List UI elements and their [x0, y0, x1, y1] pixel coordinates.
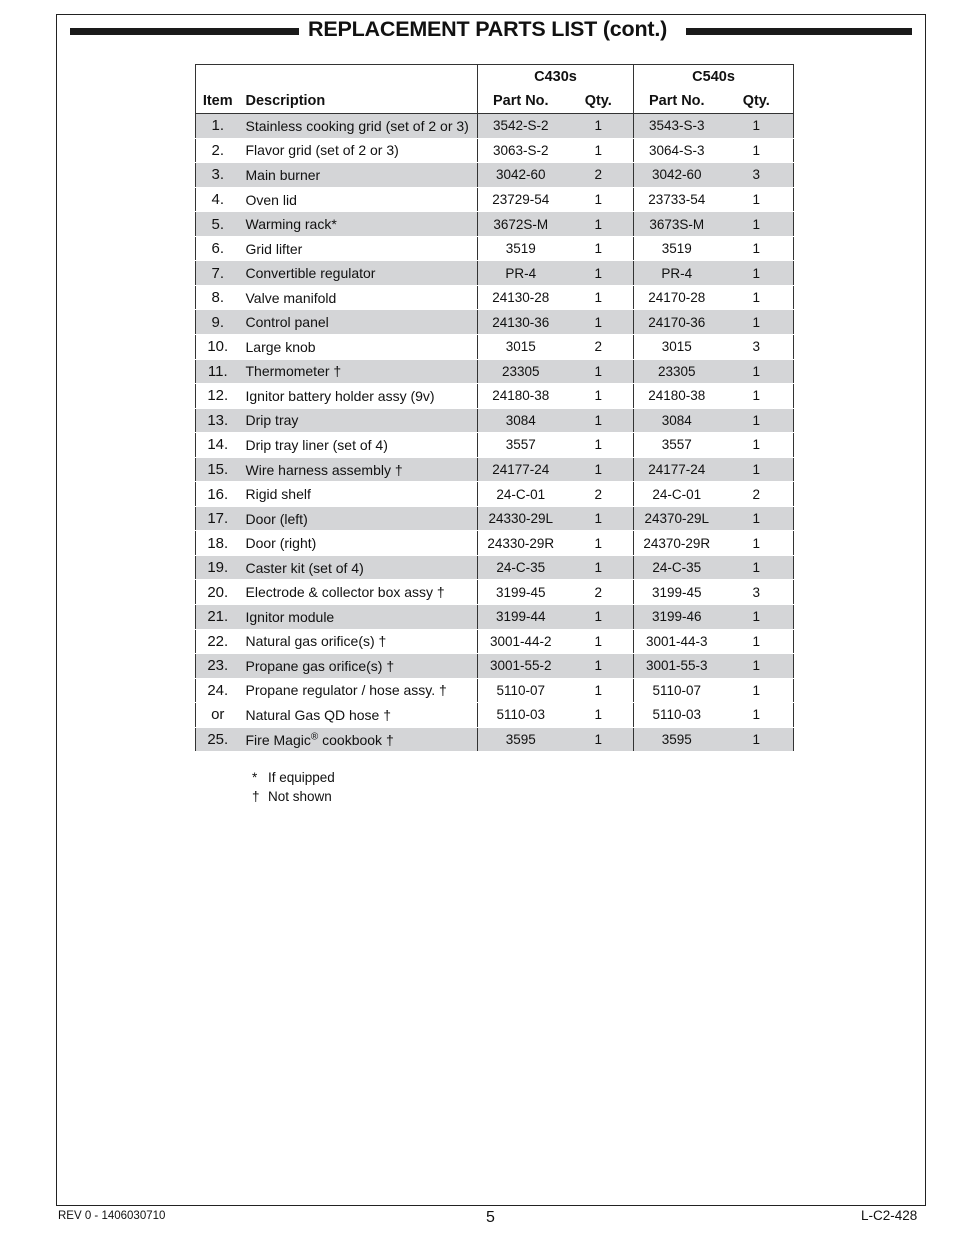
part-no-c430s: 3672S-M — [478, 212, 564, 237]
item-description: Electrode & collector box assy † — [240, 580, 478, 605]
qty-c540s: 1 — [720, 236, 794, 261]
qty-c540s: 1 — [720, 114, 794, 139]
part-no-c540s: 3673S-M — [634, 212, 720, 237]
item-number: 16. — [196, 482, 240, 507]
qty-c430s: 1 — [564, 138, 634, 163]
part-no-c540s: 5110-07 — [634, 678, 720, 703]
item-number: 2. — [196, 138, 240, 163]
qty-c540s: 3 — [720, 335, 794, 360]
item-number: 13. — [196, 408, 240, 433]
item-description: Natural gas orifice(s) † — [240, 629, 478, 654]
table-row — [196, 506, 794, 531]
part-no-c430s: PR-4 — [478, 261, 564, 286]
qty-c540s: 1 — [720, 310, 794, 335]
col-header-qty-c540s: Qty. — [720, 89, 794, 114]
table-row — [196, 212, 794, 237]
qty-c540s: 1 — [720, 212, 794, 237]
part-no-c540s: PR-4 — [634, 261, 720, 286]
qty-c540s: 1 — [720, 531, 794, 556]
item-description: Ignitor battery holder assy (9v) — [240, 384, 478, 409]
item-number: 20. — [196, 580, 240, 605]
item-number: 1. — [196, 114, 240, 139]
part-no-c430s: 3001-55-2 — [478, 654, 564, 679]
part-no-c430s: 24130-28 — [478, 285, 564, 310]
qty-c540s: 1 — [720, 629, 794, 654]
item-number: 7. — [196, 261, 240, 286]
group-header-c540s: C540s — [634, 65, 794, 90]
col-header-part-no-c430s: Part No. — [478, 89, 564, 114]
part-no-c430s: 3084 — [478, 408, 564, 433]
qty-c430s: 1 — [564, 114, 634, 139]
part-no-c540s: 24170-28 — [634, 285, 720, 310]
part-no-c430s: 5110-07 — [478, 678, 564, 703]
part-no-c540s: 3543-S-3 — [634, 114, 720, 139]
qty-c430s: 2 — [564, 482, 634, 507]
document-code: L-C2-428 — [861, 1208, 918, 1223]
footnote-symbol: * — [252, 770, 258, 785]
part-no-c540s: 3519 — [634, 236, 720, 261]
table-row — [196, 187, 794, 212]
part-no-c430s: 3042-60 — [478, 163, 564, 188]
footnote-text: Not shown — [268, 789, 332, 804]
revision-code: REV 0 - 1406030710 — [58, 1210, 166, 1222]
qty-c540s: 1 — [720, 408, 794, 433]
qty-c430s: 1 — [564, 433, 634, 458]
page-title: REPLACEMENT PARTS LIST (cont.) — [308, 17, 668, 41]
part-no-c430s: 3199-44 — [478, 605, 564, 630]
part-no-c430s: 23729-54 — [478, 187, 564, 212]
item-description: Caster kit (set of 4) — [240, 555, 478, 580]
part-no-c430s: 3199-45 — [478, 580, 564, 605]
item-number: 3. — [196, 163, 240, 188]
page-number: 5 — [486, 1209, 495, 1226]
qty-c430s: 2 — [564, 163, 634, 188]
part-no-c430s: 3557 — [478, 433, 564, 458]
item-description: Natural Gas QD hose † — [240, 703, 478, 728]
item-description: Control panel — [240, 310, 478, 335]
item-description: Propane regulator / hose assy. † — [240, 678, 478, 703]
qty-c430s: 1 — [564, 727, 634, 752]
item-number: 5. — [196, 212, 240, 237]
part-no-c430s: 24177-24 — [478, 457, 564, 482]
part-no-c430s: 24330-29L — [478, 506, 564, 531]
qty-c430s: 1 — [564, 212, 634, 237]
part-no-c430s: 24-C-35 — [478, 555, 564, 580]
col-header-qty-c430s: Qty. — [564, 89, 634, 114]
qty-c430s: 1 — [564, 629, 634, 654]
item-number: 25. — [196, 727, 240, 752]
table-row — [196, 384, 794, 409]
part-no-c540s: 3001-55-3 — [634, 654, 720, 679]
part-no-c540s: 3199-45 — [634, 580, 720, 605]
footnotes — [252, 768, 335, 806]
qty-c430s: 1 — [564, 261, 634, 286]
col-header-part-no-c540s: Part No. — [634, 89, 720, 114]
item-description: Thermometer † — [240, 359, 478, 384]
qty-c430s: 1 — [564, 555, 634, 580]
table-row — [196, 580, 794, 605]
item-description: Stainless cooking grid (set of 2 or 3) — [240, 114, 478, 139]
item-number: 18. — [196, 531, 240, 556]
table-row — [196, 285, 794, 310]
table-row — [196, 727, 794, 752]
footnote-text: If equipped — [268, 770, 335, 785]
qty-c430s: 1 — [564, 187, 634, 212]
item-number: 10. — [196, 335, 240, 360]
title-rule-right — [686, 28, 912, 35]
part-no-c540s: 3199-46 — [634, 605, 720, 630]
footnote-not-shown — [252, 787, 335, 806]
item-number: 9. — [196, 310, 240, 335]
item-number: 14. — [196, 433, 240, 458]
part-no-c430s: 24330-29R — [478, 531, 564, 556]
table-row — [196, 163, 794, 188]
item-number: 24. — [196, 678, 240, 703]
qty-c430s: 1 — [564, 506, 634, 531]
item-number: or — [196, 703, 240, 728]
part-no-c430s: 23305 — [478, 359, 564, 384]
item-description: Wire harness assembly † — [240, 457, 478, 482]
col-header-item: Item — [196, 89, 240, 114]
qty-c540s: 1 — [720, 138, 794, 163]
item-description: Drip tray — [240, 408, 478, 433]
part-no-c430s: 24180-38 — [478, 384, 564, 409]
part-no-c540s: 3595 — [634, 727, 720, 752]
part-no-c540s: 5110-03 — [634, 703, 720, 728]
item-description: Warming rack* — [240, 212, 478, 237]
qty-c430s: 1 — [564, 359, 634, 384]
item-number: 8. — [196, 285, 240, 310]
group-header-row — [196, 65, 794, 90]
part-no-c540s: 3557 — [634, 433, 720, 458]
item-description: Rigid shelf — [240, 482, 478, 507]
part-no-c430s: 3001-44-2 — [478, 629, 564, 654]
item-number: 6. — [196, 236, 240, 261]
item-description: Convertible regulator — [240, 261, 478, 286]
item-description: Fire Magic® cookbook † — [240, 727, 478, 752]
item-number: 19. — [196, 555, 240, 580]
part-no-c430s: 24130-36 — [478, 310, 564, 335]
item-number: 11. — [196, 359, 240, 384]
column-header-row — [196, 89, 794, 114]
qty-c430s: 1 — [564, 457, 634, 482]
table-row — [196, 482, 794, 507]
item-description: Propane gas orifice(s) † — [240, 654, 478, 679]
part-no-c540s: 23305 — [634, 359, 720, 384]
qty-c430s: 1 — [564, 531, 634, 556]
qty-c540s: 1 — [720, 678, 794, 703]
qty-c540s: 1 — [720, 457, 794, 482]
item-number: 12. — [196, 384, 240, 409]
part-no-c540s: 24370-29L — [634, 506, 720, 531]
item-description: Flavor grid (set of 2 or 3) — [240, 138, 478, 163]
item-description: Door (right) — [240, 531, 478, 556]
part-no-c540s: 3015 — [634, 335, 720, 360]
item-number: 15. — [196, 457, 240, 482]
item-number: 23. — [196, 654, 240, 679]
part-no-c430s: 3595 — [478, 727, 564, 752]
table-row — [196, 335, 794, 360]
qty-c430s: 1 — [564, 678, 634, 703]
qty-c540s: 1 — [720, 384, 794, 409]
qty-c430s: 2 — [564, 335, 634, 360]
item-number: 22. — [196, 629, 240, 654]
qty-c430s: 1 — [564, 384, 634, 409]
item-description: Ignitor module — [240, 605, 478, 630]
table-row — [196, 310, 794, 335]
part-no-c540s: 24170-36 — [634, 310, 720, 335]
qty-c540s: 1 — [720, 654, 794, 679]
title-rule-left — [70, 28, 299, 35]
table-row — [196, 114, 794, 139]
part-no-c430s: 24-C-01 — [478, 482, 564, 507]
qty-c430s: 1 — [564, 654, 634, 679]
table-row — [196, 605, 794, 630]
item-number: 17. — [196, 506, 240, 531]
qty-c540s: 3 — [720, 163, 794, 188]
part-no-c540s: 24180-38 — [634, 384, 720, 409]
table-row — [196, 654, 794, 679]
table-row — [196, 236, 794, 261]
part-no-c430s: 5110-03 — [478, 703, 564, 728]
table-row — [196, 531, 794, 556]
table-row — [196, 629, 794, 654]
footnote-if-equipped — [252, 768, 335, 787]
part-no-c430s: 3542-S-2 — [478, 114, 564, 139]
qty-c430s: 1 — [564, 310, 634, 335]
qty-c430s: 1 — [564, 236, 634, 261]
table-row — [196, 678, 794, 703]
qty-c540s: 3 — [720, 580, 794, 605]
part-no-c540s: 24370-29R — [634, 531, 720, 556]
table-row — [196, 457, 794, 482]
item-description: Oven lid — [240, 187, 478, 212]
item-number: 4. — [196, 187, 240, 212]
table-row — [196, 138, 794, 163]
qty-c540s: 1 — [720, 555, 794, 580]
part-no-c540s: 3084 — [634, 408, 720, 433]
table-row — [196, 359, 794, 384]
parts-table — [195, 64, 794, 752]
item-description: Valve manifold — [240, 285, 478, 310]
item-description: Door (left) — [240, 506, 478, 531]
title-bar — [70, 16, 912, 46]
qty-c540s: 1 — [720, 359, 794, 384]
part-no-c540s: 3064-S-3 — [634, 138, 720, 163]
part-no-c540s: 3001-44-3 — [634, 629, 720, 654]
footnote-symbol: † — [252, 789, 260, 804]
part-no-c540s: 24-C-35 — [634, 555, 720, 580]
table-row — [196, 555, 794, 580]
part-no-c430s: 3015 — [478, 335, 564, 360]
part-no-c430s: 3519 — [478, 236, 564, 261]
table-row — [196, 408, 794, 433]
qty-c430s: 2 — [564, 580, 634, 605]
part-no-c540s: 3042-60 — [634, 163, 720, 188]
part-no-c540s: 24177-24 — [634, 457, 720, 482]
qty-c540s: 2 — [720, 482, 794, 507]
table-row — [196, 261, 794, 286]
qty-c540s: 1 — [720, 506, 794, 531]
table-row — [196, 703, 794, 728]
part-no-c540s: 23733-54 — [634, 187, 720, 212]
item-description: Large knob — [240, 335, 478, 360]
part-no-c430s: 3063-S-2 — [478, 138, 564, 163]
qty-c540s: 1 — [720, 433, 794, 458]
parts-table-body — [196, 114, 794, 752]
part-no-c540s: 24-C-01 — [634, 482, 720, 507]
qty-c540s: 1 — [720, 285, 794, 310]
group-header-c430s: C430s — [478, 65, 634, 90]
qty-c540s: 1 — [720, 727, 794, 752]
qty-c540s: 1 — [720, 261, 794, 286]
qty-c430s: 1 — [564, 703, 634, 728]
item-description: Drip tray liner (set of 4) — [240, 433, 478, 458]
qty-c540s: 1 — [720, 187, 794, 212]
qty-c540s: 1 — [720, 605, 794, 630]
item-description: Grid lifter — [240, 236, 478, 261]
qty-c430s: 1 — [564, 408, 634, 433]
qty-c540s: 1 — [720, 703, 794, 728]
table-row — [196, 433, 794, 458]
qty-c430s: 1 — [564, 605, 634, 630]
item-description: Main burner — [240, 163, 478, 188]
qty-c430s: 1 — [564, 285, 634, 310]
item-number: 21. — [196, 605, 240, 630]
col-header-description: Description — [240, 89, 478, 114]
